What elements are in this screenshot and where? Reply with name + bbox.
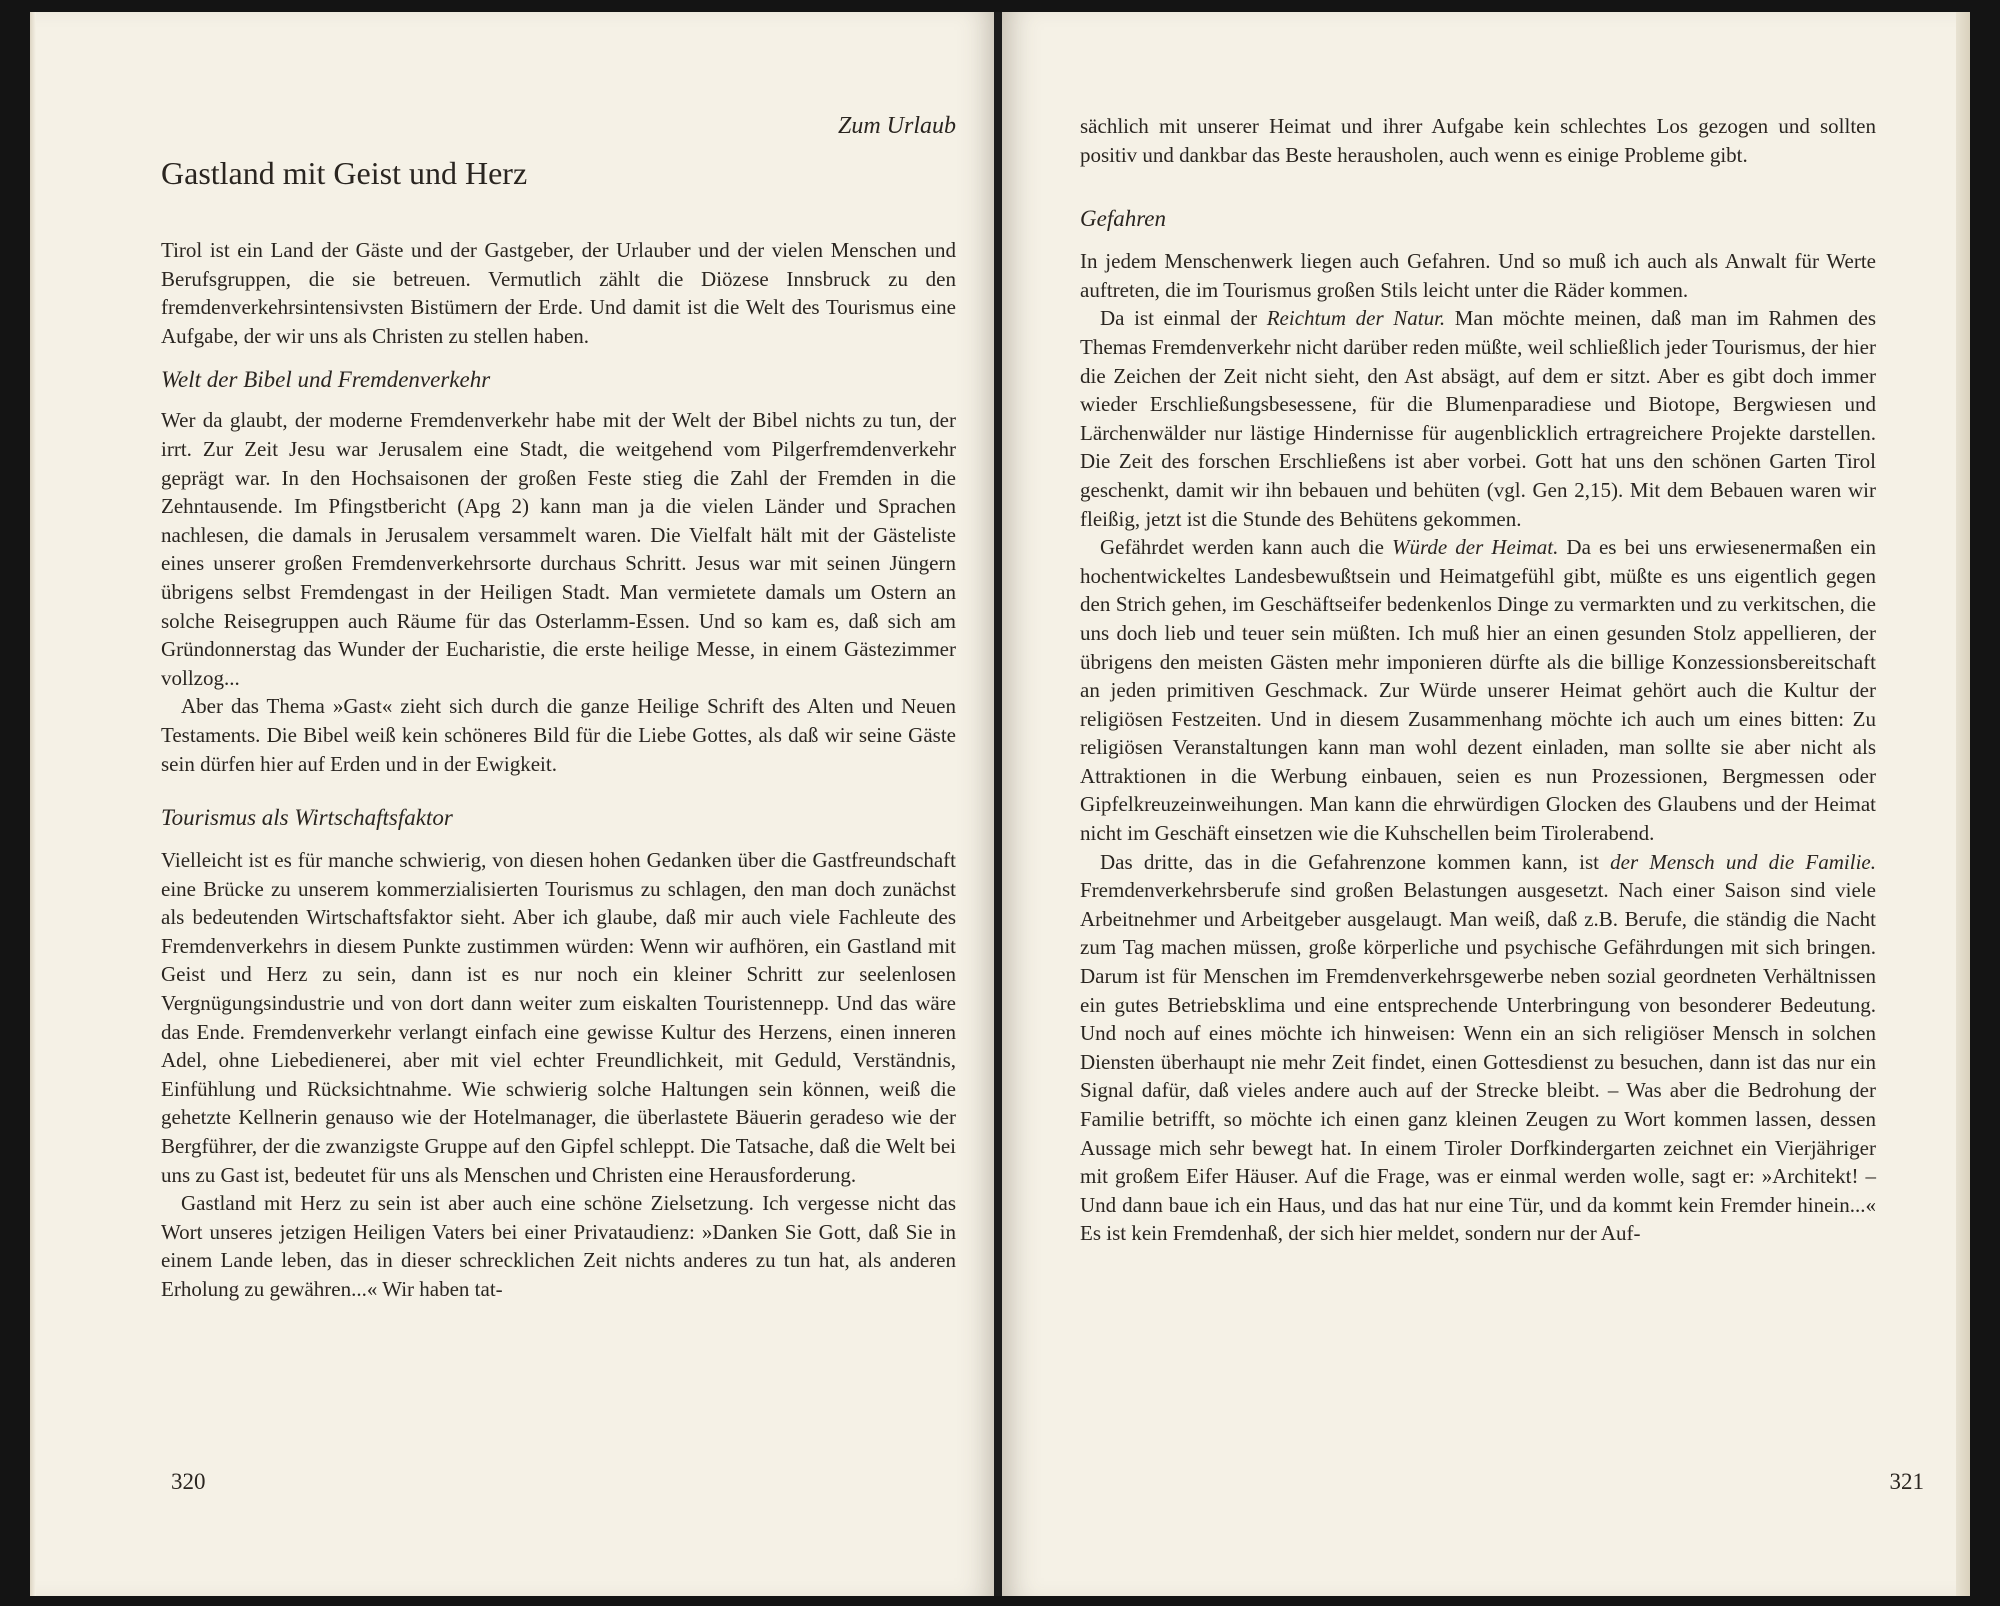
emphasis: der Mensch und die Familie. (1610, 849, 1876, 874)
page-number: 321 (1889, 1469, 1924, 1494)
left-page-text (161, 112, 956, 1304)
left-page (30, 12, 994, 1596)
section-heading-economy: Tourismus als Wirtschaftsfaktor (161, 805, 453, 831)
text-run: Gefährdet werden kann auch die (1100, 535, 1393, 560)
section-heading-bible: Welt der Bibel und Fremdenverkehr (161, 367, 491, 393)
paragraph: sächlich mit unserer Heimat und ihrer Aufgabe kein schlechtes Los gezogen und sollten positiv und dankbar das Beste herausholen, auch wenn es einige Probleme gibt. (1080, 114, 1876, 167)
book-gutter (994, 12, 1002, 1596)
right-page (1002, 12, 1970, 1596)
text-run: Da ist einmal der (1100, 306, 1267, 331)
text-run: Man möchte meinen, daß man im Rahmen des Themas Fremdenverkehr nicht darüber reden müßte, weil schließlich jeder Tourismus, der hier die Zeichen der Zeit nicht sieht, den Ast absägt, auf dem er sitzt. Aber es gibt doch immer wieder Erschließungsbesessene, für die Blumenparadiese und Biotope, Bergwiesen und Lärchenwälder nur lästige Hindernisse für augenblicklich ertragreichere Projekte darstellen. Die Zeit des forschen Erschließens ist aber vorbei. Gott hat uns den schönen Garten Tirol geschenkt, damit wir ihn bebauen und behüten (vgl. Gen 2,15). Mit dem Bebauen waren wir fleißig, jetzt ist die Stunde des Behütens gekommen. (1080, 306, 1876, 531)
paragraph (1080, 304, 1876, 533)
text-run: Das dritte, das in die Gefahrenzone kommen kann, ist (1100, 849, 1611, 874)
running-head: Zum Urlaub (837, 113, 956, 139)
paragraph: Vielleicht ist es für manche schwierig, von diesen hohen Gedanken über die Gastfreundschaft eine Brücke zu unserem kommerzialisierten Tourismus zu schlagen, den man doch zunächst als bedeutenden Wirtschaftsfaktor sieht. Aber ich glaube, daß mir auch viele Fachleute des Fremdenverkehrs in diesem Punkte zustimmen würden: Wenn wir aufhören, ein Gastland mit Geist und Herz zu sein, dann ist es nur noch ein kleiner Schritt zur seelenlosen Vergnügungsindustrie und von dort dann weiter zum eiskalten Touristennepp. Und das wäre das Ende. Fremdenverkehr verlangt einfach eine gewisse Kultur des Herzens, einen inneren Adel, ohne Liebedienerei, aber mit viel echter Freundlichkeit, mit Geduld, Verständnis, Einfühlung und Rücksichtnahme. Wie schwierig solche Haltungen sein können, weiß die gehetzte Kellnerin genauso wie der Hotelmanager, die überlastete Bäuerin geradeso wie der Bergführer, der die zwanzigste Gruppe auf den Gipfel schleppt. Die Tatsache, daß die Welt bei uns zu Gast ist, bedeutet für uns als Menschen und Christen eine Herausforderung. (161, 848, 956, 1187)
emphasis: Reichtum der Natur. (1266, 306, 1446, 331)
page-edge (1956, 12, 1970, 1596)
paragraph: Aber das Thema »Gast« zieht sich durch die ganze Heilige Schrift des Alten und Neuen Testaments. Die Bibel weiß kein schöneres Bild für die Liebe Gottes, als daß wir seine Gäste sein dürfen hier auf Erden und in der Ewigkeit. (161, 694, 956, 776)
paragraph: Wer da glaubt, der moderne Fremdenverkehr habe mit der Welt der Bibel nichts zu tun, der irrt. Zur Zeit Jesu war Jerusalem eine Stadt, die weitgehend vom Pilgerfremdenverkehr geprägt war. In den Hochsaisonen der großen Feste stieg die Zahl der Fremden in die Zehntausende. Im Pfingstbericht (Apg 2) kann man ja die vielen Länder und Sprachen nachlesen, die damals in Jerusalem versammelt waren. Die Vielfalt hält mit der Gästeliste eines unserer großen Fremdenverkehrsorte durchaus Schritt. Jesus war mit seinen Jüngern übrigens selbst Fremdengast in der Heiligen Stadt. Man vermietete damals um Ostern an solche Reisegruppen auch Räume für das Osterlamm-Essen. Und so kam es, daß sich am Gründonnerstag das Wunder der Eucharistie, die erste heilige Messe, in einem Gästezimmer vollzog... (161, 408, 956, 690)
chapter-title: Gastland mit Geist und Herz (161, 155, 528, 191)
right-page-text (1080, 112, 1876, 1248)
paragraph: In jedem Menschenwerk liegen auch Gefahren. Und so muß ich auch als Anwalt für Werte auftreten, die im Tourismus großen Stils leicht unter die Räder kommen. (1080, 249, 1876, 302)
paragraph (1080, 533, 1876, 848)
text-run: Da es bei uns erwiesenermaßen ein hochentwickeltes Landesbewußtsein und Heimatgefühl gibt, müßte es uns eigentlich gegen den Strich gehen, im Geschäftseifer bedenkenlos Dinge zu vermarkten und zu verkitschen, die uns doch lieb und teuer sein müßten. Ich muß hier an einen gesunden Stolz appellieren, der übrigens den meisten Gästen mehr imponieren dürfte als die billige Konzessionsbereitschaft an jeden primitiven Geschmack. Zur Würde unserer Heimat gehört auch die Kultur der religiösen Festzeiten. Und in diesem Zusammenhang möchte ich auch um eines bitten: Zu religiösen Veranstaltungen kann man wohl dezent einladen, man sollte sie aber nicht als Attraktionen in die Werbung einbauen, seien es nun Prozessionen, Bergmessen oder Gipfelkreuzeinweihungen. Man kann die ehrwürdigen Glocken des Glaubens und der Heimat nicht im Geschäft einsetzen wie die Kuhschellen beim Tirolerabend. (1080, 535, 1876, 846)
emphasis: Würde der Heimat. (1392, 535, 1559, 560)
text-run: Fremdenverkehrsberufe sind großen Belastungen ausgesetzt. Nach einer Saison sind viele Arbeitnehmer und Arbeitgeber ausgelaugt. Man weiß, daß z.B. Berufe, die ständig die Nacht zum Tag machen müssen, große körperliche und psychische Gefährdungen mit sich bringen. Darum ist für Menschen im Fremdenverkehrsgewerbe neben sozial geordneten Verhältnissen ein gutes Betriebsklima und eine entsprechende Unterbringung von besonderer Bedeutung. Und noch auf eines möchte ich hinweisen: Wenn ein an sich religiöser Mensch in solchen Diensten überhaupt nie mehr Zeit findet, einen Gottesdienst zu besuchen, dann ist das nur ein Signal dafür, daß vieles andere auch auf der Strecke bleibt. – Was aber die Bedrohung der Familie betrifft, so möchte ich einen ganz kleinen Zeugen zu Wort kommen lassen, dessen Aussage mich sehr bewegt hat. In einem Tiroler Dorfkindergarten zeichnet ein Vierjähriger mit großem Eifer Häuser. Auf die Frage, was er einmal werden wolle, sagt er: »Architekt! – Und dann baue ich ein Haus, und das hat nur eine Tür, und da kommt kein Fremder hinein...« Es ist kein Fremdenhaß, der sich hier meldet, sondern nur der Auf- (1080, 878, 1876, 1246)
page-edge (30, 12, 36, 1596)
intro-paragraph: Tirol ist ein Land der Gäste und der Gastgeber, der Urlauber und der vielen Menschen und Berufsgruppen, die sie betreuen. Vermutlich zählt die Diözese Innsbruck zu den fremdenverkehrsintensivsten Bistümern der Erde. Und damit ist die Welt des Tourismus eine Aufgabe, der wir uns als Christen zu stellen haben. (161, 238, 956, 348)
section-heading-dangers: Gefahren (1080, 206, 1167, 232)
page-number: 320 (171, 1469, 206, 1494)
paragraph: Gastland mit Herz zu sein ist aber auch eine schöne Zielsetzung. Ich vergesse nicht das Wort unseres jetzigen Heiligen Vaters bei einer Privataudienz: »Danken Sie Gott, daß Sie in einem Lande leben, das in dieser schrecklichen Zeit nichts anderes zu tun hat, als anderen Erholung zu gewähren...« Wir haben tat- (161, 1191, 956, 1301)
paragraph (1080, 848, 1876, 1248)
